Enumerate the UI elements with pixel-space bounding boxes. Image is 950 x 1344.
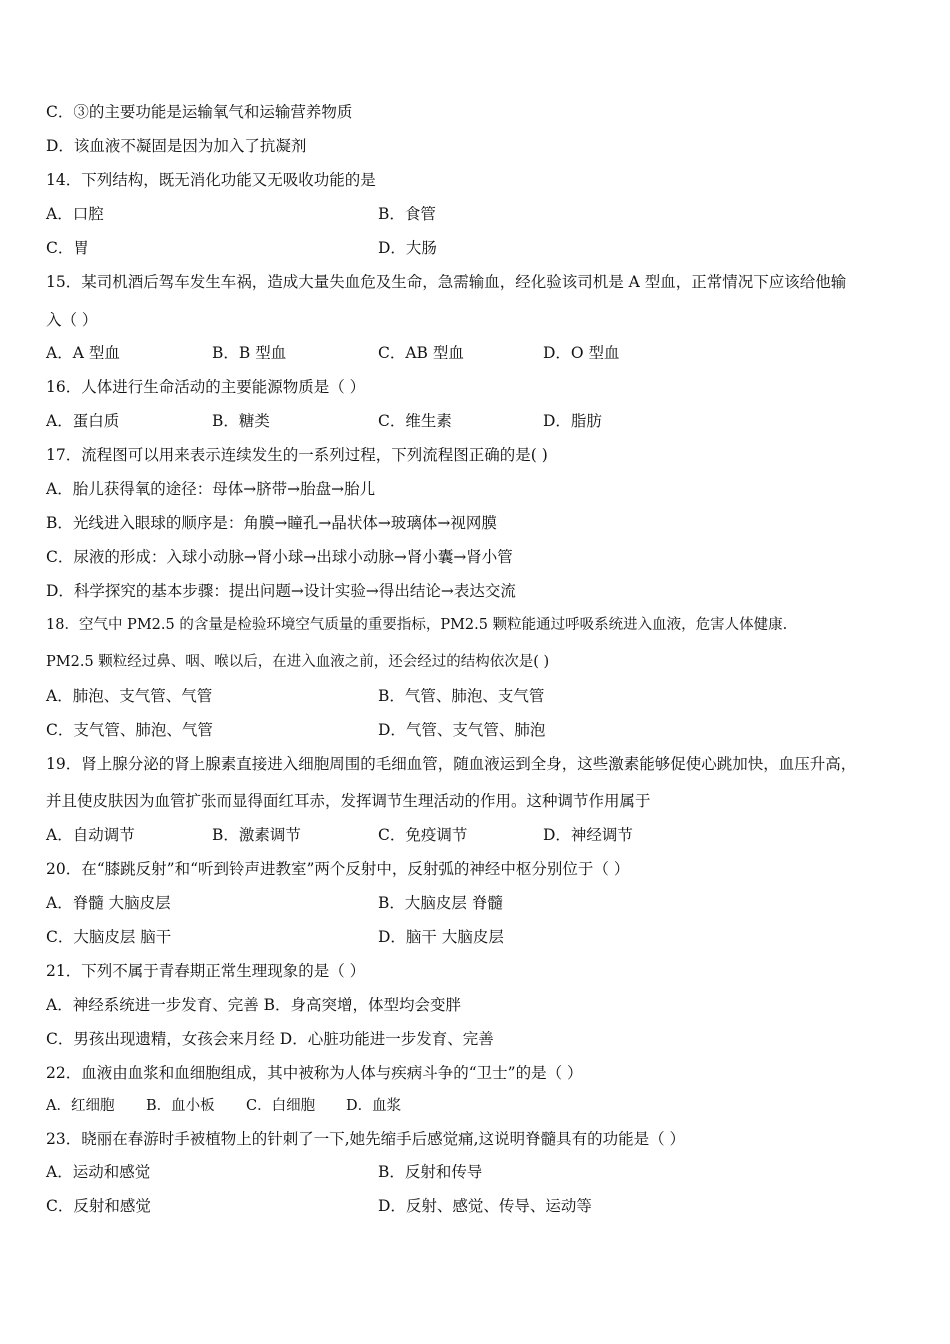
q20-option-d: D．脑干 大脑皮层	[378, 928, 504, 946]
q20-option-b: B．大脑皮层 脊髓	[378, 894, 503, 912]
q14-option-b: B．食管	[378, 205, 436, 223]
q19-option-a: A．自动调节	[46, 826, 135, 844]
q13-option-c: C．③的主要功能是运输氧气和运输营养物质	[46, 103, 353, 121]
q23-option-a: A．运动和感觉	[46, 1163, 151, 1181]
q20-stem: 20．在“膝跳反射”和“听到铃声进教室”两个反射中，反射弧的神经中枢分别位于（ ）	[46, 860, 630, 878]
q18-option-c: C．支气管、肺泡、气管	[46, 721, 213, 739]
q14-stem: 14．下列结构，既无消化功能又无吸收功能的是	[46, 171, 376, 189]
q15-option-a: A．A 型血	[46, 344, 120, 362]
q21-options-ab: A．神经系统进一步发育、完善 B．身高突增，体型均会变胖	[46, 996, 462, 1014]
q15-stem-line2: 入（ ）	[46, 311, 98, 329]
q22-option-c: C．白细胞	[246, 1098, 316, 1114]
q19-option-c: C．免疫调节	[378, 826, 468, 844]
q18-stem-line2: PM2.5 颗粒经过鼻、咽、喉以后，在进入血液之前，还会经过的结构依次是( )	[46, 654, 550, 670]
q16-option-a: A．蛋白质	[46, 412, 120, 430]
q14-option-d: D．大肠	[378, 239, 437, 257]
q18-option-d: D．气管、支气管、肺泡	[378, 721, 546, 739]
q19-option-d: D．神经调节	[543, 826, 633, 844]
q17-option-d: D．科学探究的基本步骤：提出问题→设计实验→得出结论→表达交流	[46, 582, 516, 600]
q16-stem: 16．人体进行生命活动的主要能源物质是（ ）	[46, 378, 366, 396]
q15-option-d: D．O 型血	[543, 344, 620, 362]
q17-option-a: A．胎儿获得氧的途径：母体→脐带→胎盘→胎儿	[46, 480, 376, 498]
q14-option-c: C．胃	[46, 239, 89, 257]
q21-stem: 21．下列不属于青春期正常生理现象的是（ ）	[46, 962, 366, 980]
q23-stem: 23．晓丽在春游时手被植物上的针刺了一下,她先缩手后感觉痛,这说明脊髓具有的功能是（ ）	[46, 1130, 686, 1148]
q23-option-d: D．反射、感觉、传导、运动等	[378, 1197, 592, 1215]
q18-option-a: A．肺泡、支气管、气管	[46, 687, 213, 705]
q19-stem-line1: 19．肾上腺分泌的肾上腺素直接进入细胞周围的毛细血管，随血液运到全身，这些激素能够促使心跳加快，血压升高，	[46, 755, 857, 773]
q15-stem-line1: 15．某司机酒后驾车发生车祸，造成大量失血危及生命，急需输血，经化验该司机是 A 型血，正常情况下应该给他输	[46, 273, 847, 291]
q17-stem: 17．流程图可以用来表示连续发生的一系列过程，下列流程图正确的是( )	[46, 446, 548, 464]
q22-option-b: B．血小板	[146, 1098, 215, 1114]
q22-stem: 22．血液由血浆和血细胞组成，其中被称为人体与疾病斗争的“卫士”的是（ ）	[46, 1064, 583, 1082]
q14-option-a: A．口腔	[46, 205, 104, 223]
q22-option-d: D．血浆	[346, 1098, 402, 1114]
q19-stem-line2: 并且使皮肤因为血管扩张而显得面红耳赤，发挥调节生理活动的作用。这种调节作用属于	[46, 792, 651, 810]
q18-stem-line1: 18．空气中 PM2.5 的含量是检验环境空气质量的重要指标，PM2.5 颗粒能通过呼吸系统进入血液，危害人体健康.	[46, 617, 788, 633]
q17-option-b: B．光线进入眼球的顺序是：角膜→瞳孔→晶状体→玻璃体→视网膜	[46, 514, 497, 532]
q17-option-c: C．尿液的形成：入球小动脉→肾小球→出球小动脉→肾小囊→肾小管	[46, 548, 513, 566]
q23-option-b: B．反射和传导	[378, 1163, 483, 1181]
q18-option-b: B．气管、肺泡、支气管	[378, 687, 545, 705]
q22-option-a: A．红细胞	[46, 1098, 115, 1114]
q20-option-c: C．大脑皮层 脑干	[46, 928, 172, 946]
q20-option-a: A．脊髓 大脑皮层	[46, 894, 171, 912]
q15-option-b: B．B 型血	[212, 344, 287, 362]
q16-option-d: D．脂肪	[543, 412, 602, 430]
q16-option-c: C．维生素	[378, 412, 452, 430]
q15-option-c: C．AB 型血	[378, 344, 464, 362]
q19-option-b: B．激素调节	[212, 826, 301, 844]
q13-option-d: D．该血液不凝固是因为加入了抗凝剂	[46, 137, 307, 155]
q21-options-cd: C．男孩出现遗精，女孩会来月经 D．心脏功能进一步发育、完善	[46, 1030, 494, 1048]
q16-option-b: B．糖类	[212, 412, 270, 430]
q23-option-c: C．反射和感觉	[46, 1197, 151, 1215]
